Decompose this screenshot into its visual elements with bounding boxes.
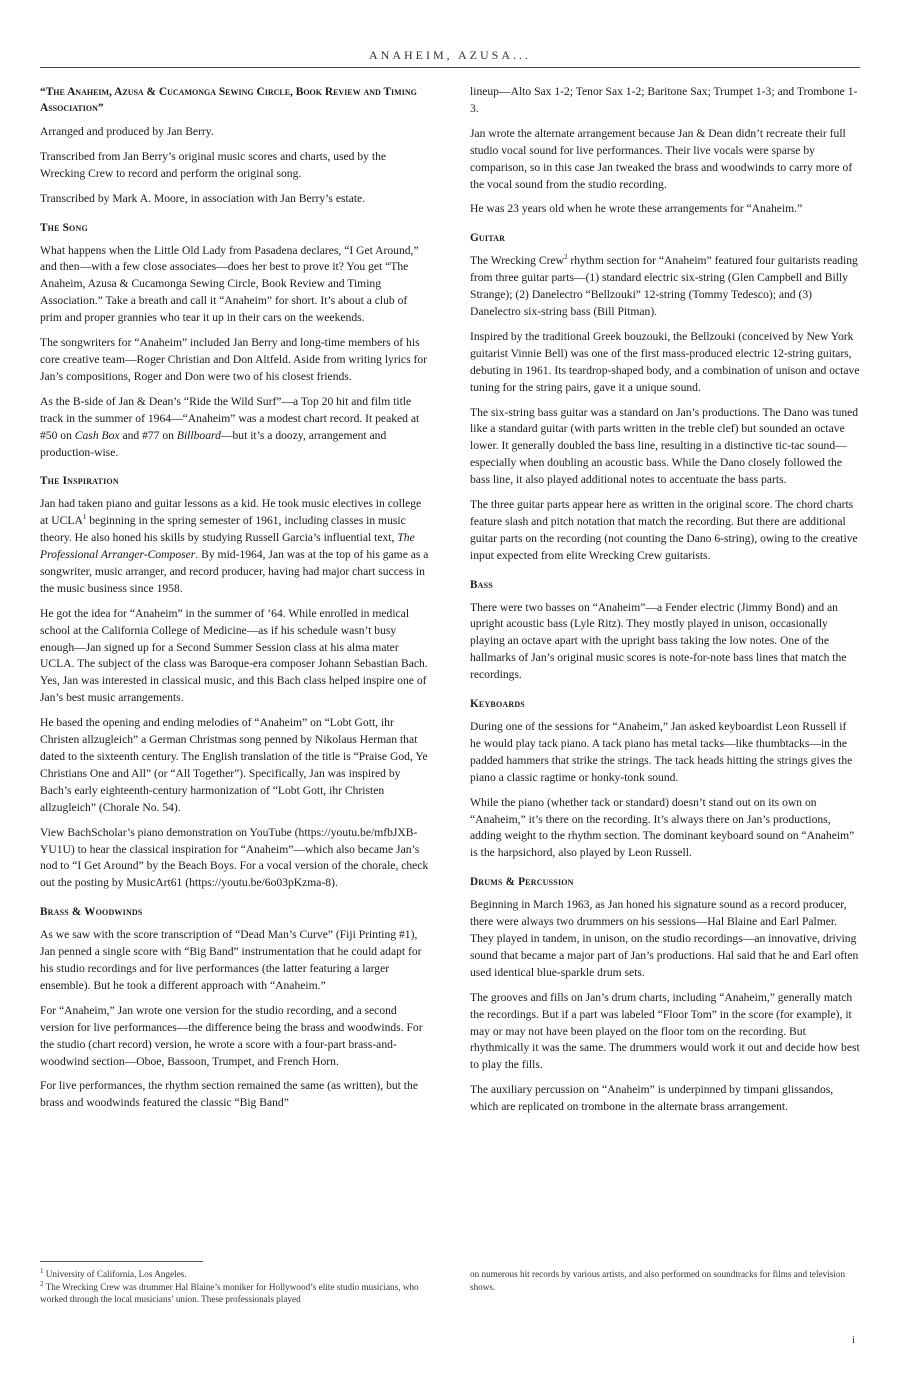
guitar-paragraph: The Wrecking Crew$^2$ rhythm section for “Anaheim” featured four guitarists reading from three guitar parts—(1) standard electric six-string (Glen Campbell and Billy Strange); (2) Danelectro “Bellzouki” 12-string (Tommy Tedesco); and (3) Danelectro six-string bass (Bill Pitman). xyxy=(470,253,858,318)
brass-continued-paragraph: lineup—Alto Sax 1-2; Tenor Sax 1-2; Baritone Sax; Trumpet 1-3; and Trombone 1-3. xyxy=(470,85,858,115)
song-paragraph: The songwriters for “Anaheim” included Jan Berry and long-time members of his core creative team—Roger Christian and Don Altfeld. Aside from writing lyrics for Jan’s compositions, Roger and Don were two of his closest friends. xyxy=(40,336,427,383)
billboard-title: Billboard xyxy=(176,428,221,442)
footnotes-right xyxy=(470,1268,860,1293)
brass-paragraph: For “Anaheim,” Jan wrote one version for the studio recording, and a second version for live performances—the difference being the brass and woodwinds. For the studio (chart record) version, he wrote a score with a four-part brass-and-woodwind section—Oboe, Bassoon, Trumpet, and French Horn. xyxy=(40,1003,423,1068)
footnote-2-continued: on numerous hit records by various artists, and also performed on soundtracks for films and television shows. xyxy=(470,1269,846,1292)
footnote-2: $^2$ The Wrecking Crew was drummer Hal Blaine’s moniker for Hollywood’s elite studio musicians, who worked through the local musicians’ union. These professionals played xyxy=(40,1279,419,1304)
brass-paragraph: For live performances, the rhythm section remained the same (as written), but the brass and woodwinds featured the classic “Big Band” xyxy=(40,1079,418,1110)
guitar-paragraph: The three guitar parts appear here as written in the original score. The chord charts feature slash and pitch notation that match the recording. But there are additional guitar parts on the recording (not counting the Dano 6-string), owing to the creative input expected from elite Wrecking Crew guitarists. xyxy=(470,498,858,562)
inspiration-paragraph: Jan had taken piano and guitar lessons as a kid. He took music electives in college at UCLA$^1$ beginning in the spring semester of 1961, including classes in music theory. He also honed his skills by studying Russell Garcia’s influential text, The Professional Arranger-Composer. By mid-1964, Jan was at the top of his game as a songwriter, music arranger, and record producer, having had major chart success in the music business since 1958. xyxy=(40,497,429,595)
brass-continued-paragraph: Jan wrote the alternate arrangement because Jan & Dean didn’t recreate their full studio vocal sound for live performances. Their live vocals were sparse by comparison, so in this case Jan tweaked the brass and woodwinds to carry more of the vocal sound from the studio recording. xyxy=(470,126,853,191)
brass-paragraph: As we saw with the score transcription of “Dead Man’s Curve” (Fiji Printing #1), Jan penned a single score with “Big Band” instrumentation that he could adapt for his studio recordings and for live performances (the latter featuring a larger ensemble). But he took a different approach with “Anaheim.” xyxy=(40,928,422,992)
keyboards-paragraph: During one of the sessions for “Anaheim,” Jan asked keyboardist Leon Russell if he would play tack piano. A tack piano has metal tacks—like thumbtacks—in the padded hammers that strike the strings. The tack heads hitting the strings gives the piano a classic ragtime or honky-tonk sound. xyxy=(470,720,853,784)
bass-paragraph: There were two basses on “Anaheim”—a Fender electric (Jimmy Bond) and an upright acoustic bass (Lyle Ritz). They mostly played in unison, occasionally playing an octave apart with the upright bass taking the low notes. One of the hallmarks of Jan’s original music scores is note-for-note bass lines that match the recordings. xyxy=(470,600,847,682)
heading-bass: Bass xyxy=(470,578,493,591)
heading-keyboards: Keyboards xyxy=(470,698,525,711)
credit-transcriber: Transcribed by Mark A. Moore, in association with Jan Berry’s estate. xyxy=(40,191,366,205)
credit-source: Transcribed from Jan Berry’s original music scores and charts, used by the Wrecking Crew to record and perform the original song. xyxy=(40,149,387,180)
song-chart-paragraph: As the B-side of Jan & Dean’s “Ride the Wild Surf”—a Top 20 hit and film title track in the summer of 1964—“Anaheim” was a modest chart record. It peaked at #50 on Cash Box and #77 on Billboard—but it’s a doozy, arrangement and production-wise. xyxy=(40,394,420,459)
drums-paragraph: The grooves and fills on Jan’s drum charts, including “Anaheim,” generally match the recordings. But if a part was labeled “Floor Tom” in the score (for example), it may or may not have been played on the floor tom on the recording. But rhythmically it was the same. The drummers would work it out and decide how best to play the fills. xyxy=(470,990,860,1072)
heading-the-song: The Song xyxy=(40,221,88,234)
footnotes-left xyxy=(40,1268,430,1306)
footnote-rule xyxy=(40,1261,203,1262)
keyboards-paragraph: While the piano (whether tack or standard) doesn’t stand out on its own on “Anaheim,” it’s there on the recording. It’s always there on Jan’s productions, adding weight to the rhythm section. The dominant keyboard sound on “Anaheim” is the harpsichord, also played by Leon Russell. xyxy=(470,795,855,860)
page-number: i xyxy=(852,1334,856,1346)
song-paragraph: What happens when the Little Old Lady from Pasadena declares, “I Get Around,” and then—with a few close associates—does her best to prove it? You get “The Anaheim, Azusa & Cucamonga Sewing Circle, Book Review and Timing Association.” Take a breath and call it “Anaheim” for short. It’s about a club of prim and proper grannies who tear it up in their cars on the weekends. xyxy=(40,243,419,325)
heading-the-inspiration: The Inspiration xyxy=(40,475,119,488)
inspiration-paragraph: He got the idea for “Anaheim” in the summer of ’64. While enrolled in medical school at the California College of Medicine—as if his schedule wasn’t busy enough—Jan signed up for a Second Summer Session class at his alma mater UCLA. The subject of the class was Baroque-era composer Johann Sebastian Bach. Yes, Jan was interested in classical music, and this Bach class helped inspire one of Jan’s best music arrangements. xyxy=(40,606,428,705)
left-column xyxy=(40,84,430,1120)
cash-box-title: Cash Box xyxy=(74,428,120,442)
footnote-1: $^1$ University of California, Los Angeles. xyxy=(40,1266,187,1279)
drums-paragraph: Beginning in March 1963, as Jan honed his signature sound as a record producer, there were always two drummers on his sessions—Hal Blaine and Earl Palmer. They played in tandem, in unison, on the studio recordings—an innovative, driving sound that became a major part of Jan’s productions. Hal said that he and Earl often used identical blue-sparkle drum sets. xyxy=(470,898,859,979)
book-title: The Professional Arranger-Composer xyxy=(40,531,415,562)
heading-guitar: Guitar xyxy=(470,232,506,245)
drums-paragraph: The auxiliary percussion on “Anaheim” is underpinned by timpani glissandos, which are replicated on trombone in the alternate brass arrangement. xyxy=(470,1083,834,1114)
credit-arranged: Arranged and produced by Jan Berry. xyxy=(40,125,214,138)
inspiration-links-paragraph: View BachScholar’s piano demonstration on YouTube (https://youtu.be/mfbJXB-YU1U) to hear the classical inspiration for “Anaheim”—which also became Jan’s nod to “I Get Around” by the Beach Boys. For a vocal version of the chorale, check out the posting by MusicArt61 (https://youtu.be/6o03pKzma-8). xyxy=(40,825,429,890)
footnote-ref-1[interactable]: 1 xyxy=(82,513,87,522)
guitar-paragraph: The six-string bass guitar was a standard on Jan’s productions. The Dano was tuned like a standard guitar (with parts written in the treble clef) but sounded an octave lower. It generally doubled the bass line, resulting in a distinctive tic-tac sound—especially when doubling an acoustic bass. While the Dano closely followed the bass line, it also played additional notes to accentuate the bass parts. xyxy=(470,405,859,487)
heading-drums-percussion: Drums & Percussion xyxy=(470,876,574,889)
guitar-paragraph: Inspired by the traditional Greek bouzouki, the Bellzouki (conceived by New York guitarist Vinnie Bell) was one of the first mass-produced electric 12-string guitars, debuting in 1961. Its teardrop-shaped body, and a combination of unison and octave tuning for the string pairs, gave it a unique sound. xyxy=(470,329,860,394)
brass-continued-paragraph: He was 23 years old when he wrote these arrangements for “Anaheim.” xyxy=(470,202,803,216)
inspiration-paragraph: He based the opening and ending melodies of “Anaheim” on “Lobt Gott, ihr Christen allzugleich” a German Christmas song penned by Nikolaus Herman that dated to the sixteenth century. The English translation of the title is “Praise God, Ye Christians One and All” (or “All Together”). Specifically, Jan was inspired by Bach’s early eighteenth-century harmonization of “Lobt Gott, ihr Christen allzugleich” (Chorale No. 54). xyxy=(40,716,428,814)
right-column xyxy=(470,84,860,1124)
header-rule xyxy=(40,67,860,68)
running-head: ANAHEIM, AZUSA... xyxy=(369,48,531,62)
footnote-ref-2[interactable]: 2 xyxy=(563,253,568,262)
heading-brass-woodwinds: Brass & Woodwinds xyxy=(40,906,143,919)
article-title: “The Anaheim, Azusa & Cucamonga Sewing Circle, Book Review and Timing Association” xyxy=(40,86,417,114)
